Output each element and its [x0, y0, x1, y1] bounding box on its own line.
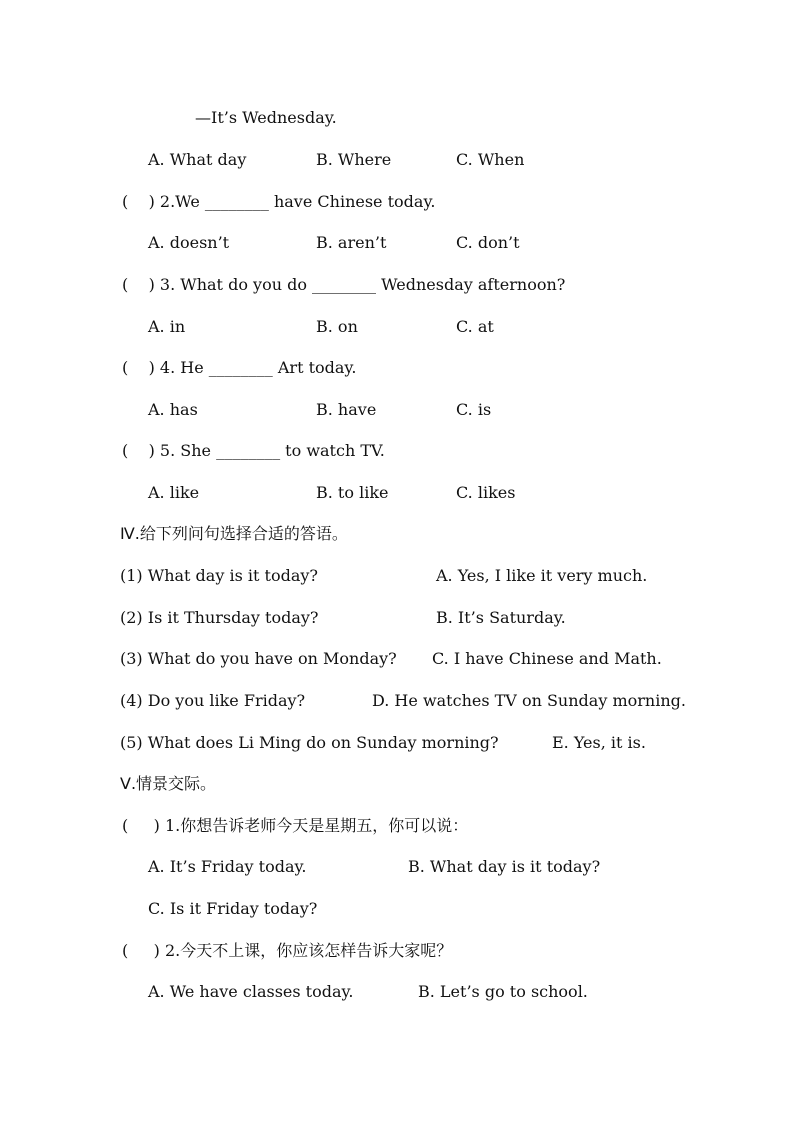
matching-question-5: (5) What does Li Ming do on Sunday morning? — [120, 733, 499, 752]
matching-answer-b: B. It’s Saturday. — [436, 608, 566, 627]
matching-answer-e: E. Yes, it is. — [552, 733, 646, 752]
matching-answer-d: D. He watches TV on Sunday morning. — [372, 691, 686, 710]
q1-option-a: A. What day — [148, 150, 247, 169]
matching-answer-a: A. Yes, I like it very much. — [436, 566, 648, 585]
q5-option-a: A. like — [148, 483, 200, 502]
q2-option-a: A. doesn’t — [148, 233, 230, 252]
q2-option-c: C. don’t — [456, 233, 520, 252]
situation-2-option-a: A. We have classes today. — [148, 982, 354, 1001]
matching-answer-c: C. I have Chinese and Math. — [432, 649, 662, 668]
q5-line: ( ) 5. She ________ to watch TV. — [122, 441, 385, 460]
q1-option-b: B. Where — [316, 150, 392, 169]
situation-2-option-b: B. Let’s go to school. — [418, 982, 588, 1001]
section-5-title: Ⅴ.情景交际。 — [120, 774, 217, 793]
q2-line: ( ) 2.We ________ have Chinese today. — [122, 192, 436, 211]
section-4-title: Ⅳ.给下列问句选择合适的答语。 — [120, 524, 348, 543]
q3-option-a: A. in — [148, 317, 186, 336]
q5-option-c: C. likes — [456, 483, 516, 502]
matching-question-3: (3) What do you have on Monday? — [120, 649, 397, 668]
q1-answer-line: —It’s Wednesday. — [195, 108, 337, 127]
situation-1-option-a: A. It’s Friday today. — [148, 857, 307, 876]
q4-option-b: B. have — [316, 400, 377, 419]
situation-1-option-c: C. Is it Friday today? — [148, 899, 318, 918]
q3-option-b: B. on — [316, 317, 358, 336]
situation-question-2: ( ) 2.今天不上课，你应该怎样告诉大家呢？ — [122, 941, 453, 960]
q4-line: ( ) 4. He ________ Art today. — [122, 358, 357, 377]
q3-option-c: C. at — [456, 317, 494, 336]
matching-question-4: (4) Do you like Friday? — [120, 691, 306, 710]
situation-1-option-b: B. What day is it today? — [408, 857, 601, 876]
q1-option-c: C. When — [456, 150, 525, 169]
q3-line: ( ) 3. What do you do ________ Wednesday afternoon? — [122, 275, 566, 294]
q2-option-b: B. aren’t — [316, 233, 387, 252]
q5-option-b: B. to like — [316, 483, 389, 502]
situation-question-1: ( ) 1.你想告诉老师今天是星期五，你可以说： — [122, 816, 469, 835]
matching-question-1: (1) What day is it today? — [120, 566, 318, 585]
q4-option-a: A. has — [148, 400, 198, 419]
matching-question-2: (2) Is it Thursday today? — [120, 608, 319, 627]
q4-option-c: C. is — [456, 400, 492, 419]
